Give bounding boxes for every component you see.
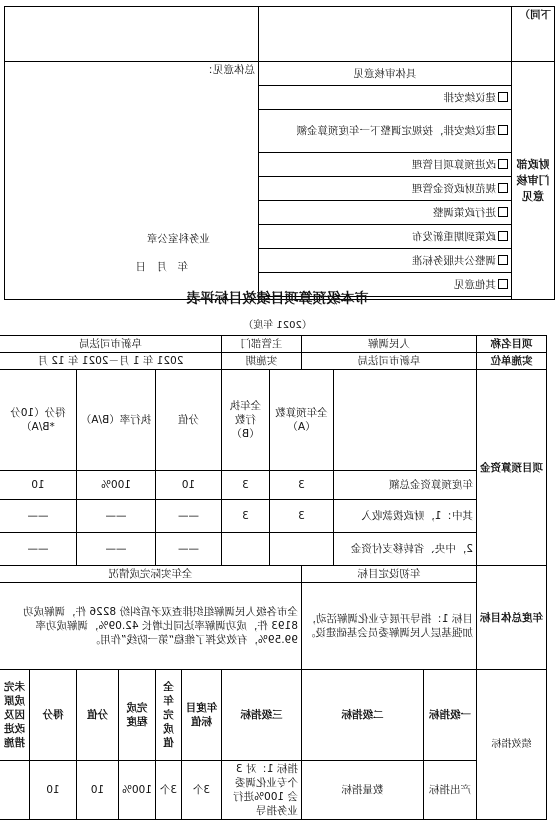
evaluation-table [0, 335, 547, 820]
dept-value: 阜新市司法局 [0, 336, 221, 353]
budget-row-a: 3 [269, 471, 333, 500]
budget-header-a: 全年预算数（A） [269, 370, 333, 471]
initial-goal-text: 目标 1：指导开展专业化调解活动，加强基层人民调解委员会基础建设。 [301, 583, 476, 670]
header-tail: 下同） [512, 7, 555, 62]
ind-header-level2: 二级指标 [301, 670, 423, 761]
actual-goal-text: 全市各级人民调解组织排查双矛盾纠纷 8226 件，调解成功 8193 件，成功调解率达同比增长 42.09%，调解成功率 99.59%，有效发挥了维稳“第一防线”作用。 [0, 583, 301, 670]
ind-target: 3个 [181, 761, 221, 820]
budget-header-score: 得分（10分*B/A） [0, 370, 76, 471]
budget-row-a: 3 [269, 500, 333, 533]
option-5[interactable]: 进行政策调整 [259, 201, 512, 225]
actual-goal-header: 全年实际完成情况 [0, 566, 301, 583]
ind-header-score: 得分 [29, 670, 76, 761]
ind-score: 10 [29, 761, 76, 820]
budget-row-score-value: —— [155, 500, 221, 533]
budget-row-rate: —— [76, 500, 155, 533]
overall-label: 总体意见： [202, 64, 255, 76]
document-year: （2021 年度） [243, 320, 312, 331]
budget-row-label: 其中：1，财政拨款收入 [334, 500, 477, 533]
budget-row-score-value: 10 [155, 471, 221, 500]
budget-row-score: 10 [0, 471, 76, 500]
checkbox-icon[interactable] [498, 279, 508, 289]
ind-reason [0, 761, 29, 820]
option-4[interactable]: 规范财政资金管理 [259, 177, 512, 201]
option-2[interactable]: 建议续安排，按规定调整下一年度预算金额 [259, 110, 512, 153]
ind-level2: 数量指标 [301, 761, 423, 820]
budget-row-rate: —— [76, 533, 155, 566]
option-7[interactable]: 调整公共服务标准 [259, 249, 512, 273]
budget-header-score-value: 分值 [155, 370, 221, 471]
option-3[interactable]: 改进预算项目管理 [259, 153, 512, 177]
date-line: 年 月 日 [135, 261, 188, 273]
document-title: 市本级预算项目绩效目标评表 [186, 291, 369, 307]
checkbox-icon[interactable] [498, 183, 508, 193]
checkbox-icon[interactable] [498, 207, 508, 217]
ind-header-level1: 一级指标 [424, 670, 477, 761]
option-8[interactable]: 其他意见 [259, 273, 512, 297]
budget-row-score: —— [0, 500, 76, 533]
initial-goal-header: 年初设定目标 [301, 566, 476, 583]
ind-header-target: 年度目标值 [181, 670, 221, 761]
budget-row-a [269, 533, 333, 566]
indicators-section-label: 绩效指标 [477, 670, 547, 820]
checkbox-icon[interactable] [498, 231, 508, 241]
budget-row-rate: 100% [76, 471, 155, 500]
project-name-label: 项目名称 [477, 336, 547, 353]
ind-header-reason: 未完成原因及改进措施 [0, 670, 29, 761]
period-value: 2021 年 1 月－2021 年 12 月 [0, 353, 221, 370]
budget-row-label: 年度预算资金总额 [334, 471, 477, 500]
option-6[interactable]: 政策到期重新发布 [259, 225, 512, 249]
overall-opinion-cell [5, 62, 259, 300]
unit-value: 阜新市司法局 [301, 353, 476, 370]
checkbox-icon[interactable] [498, 125, 508, 135]
ind-level1: 产出指标 [424, 761, 477, 820]
signer-label: 业务科室公章 [147, 233, 210, 245]
ind-weight: 10 [76, 761, 118, 820]
dept-label: 主管部门 [221, 336, 301, 353]
ind-header-weight: 分值 [76, 670, 118, 761]
unit-label: 实施单位 [477, 353, 547, 370]
ind-actual: 3个 [155, 761, 181, 820]
budget-section-label: 项目预算资金 [477, 370, 547, 566]
budget-row-b: 3 [221, 471, 269, 500]
checkbox-icon[interactable] [498, 159, 508, 169]
checkbox-icon[interactable] [498, 255, 508, 265]
budget-header-b: 全年执行数（B） [221, 370, 269, 471]
project-name-value: 人民调解 [301, 336, 476, 353]
budget-row-b: 3 [221, 500, 269, 533]
ind-degree: 100% [118, 761, 155, 820]
budget-header-rate: 执行率（B/A） [76, 370, 155, 471]
ind-header-level3: 三级指标 [221, 670, 301, 761]
ind-header-actual: 全年完成值 [155, 670, 181, 761]
review-column-header: 具体审核意见 [259, 62, 512, 86]
period-label: 实施期 [221, 353, 301, 370]
option-1[interactable]: 建议续安排 [259, 86, 512, 110]
finance-review-table [4, 6, 555, 300]
finance-section-label: 财政部门审核意见 [512, 62, 555, 300]
budget-row-label: 2，中央、省转移支付资金 [334, 533, 477, 566]
ind-header-degree: 完成程度 [118, 670, 155, 761]
checkbox-icon[interactable] [498, 92, 508, 102]
budget-row-score: —— [0, 533, 76, 566]
ind-level3: 指标 1：对 3 个专业化调委会 100%进行业务指导 [221, 761, 301, 820]
budget-row-score-value: —— [155, 533, 221, 566]
budget-row-b [221, 533, 269, 566]
goals-section-label: 年度总体目标 [477, 566, 547, 670]
